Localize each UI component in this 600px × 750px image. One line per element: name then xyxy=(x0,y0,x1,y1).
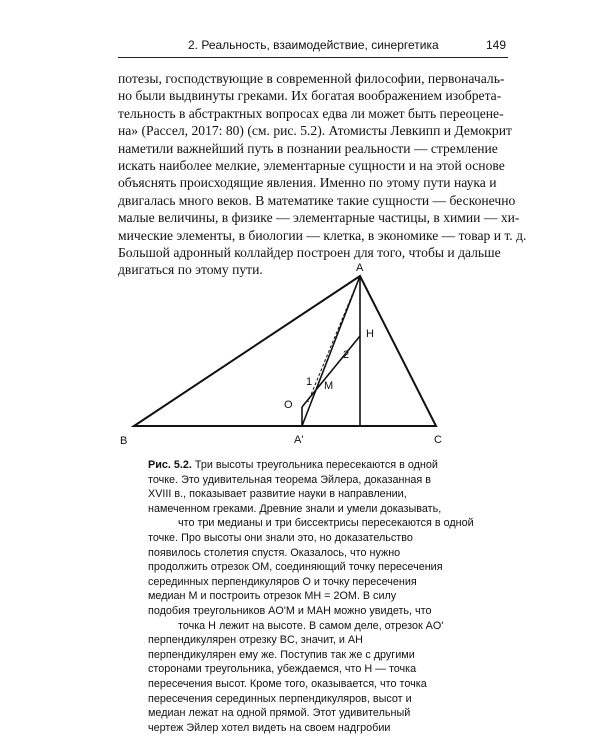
vertex-label-c: C xyxy=(434,434,442,446)
text-line: тельность в абстрактных вопросах едва ли может быть переоцене- xyxy=(118,105,504,121)
text-line: двигалась много веков. В математике такие сущности — бесконечно xyxy=(118,192,516,208)
caption-line: точке. Про высоты они знали это, но доказательство xyxy=(148,531,413,544)
caption-line: пересечения высот. Кроме того, оказывается, что точка xyxy=(148,677,427,690)
caption-line: медиан лежат на одной прямой. Этот удивительный xyxy=(148,707,411,720)
text-line: потезы, господствующие в современной философии, первоначаль- xyxy=(118,71,505,86)
dashed-line xyxy=(308,276,360,402)
median-a-aprime xyxy=(302,276,360,426)
caption-first-line-text: Три высоты треугольника пересекаются в одной xyxy=(191,459,438,471)
text-line: наметили важнейший путь в познании реальности — стремление xyxy=(118,140,498,156)
caption-line: точка H лежит на высоте. В самом деле, отрезок AO' xyxy=(178,619,444,632)
caption-line: сторонами треугольника, убеждаемся, что H — точка xyxy=(148,663,417,676)
point-label-aprime: A' xyxy=(294,434,304,446)
text-line: Большой адронный коллайдер построен для того, чтобы и дальше xyxy=(118,245,501,261)
vertex-label-b: B xyxy=(120,435,128,447)
caption-line: перпендикулярен отрезку BC, значит, и AH xyxy=(148,634,363,647)
page-number: 149 xyxy=(485,38,506,52)
point-label-o: O xyxy=(284,399,293,411)
caption-line: подобия треугольников AO'M и MAH можно увидеть, что xyxy=(148,604,432,617)
vertex-label-a: A xyxy=(356,262,364,274)
point-label-m: M xyxy=(324,380,334,392)
caption-line: точке. Это удивительная теорема Эйлера, доказанная в xyxy=(148,473,431,486)
text-line: искать наиболее мелкие, элементарные сущности и на этой основе xyxy=(118,158,505,174)
caption-line: серединных перпендикуляров O и точку пересечения xyxy=(148,575,417,588)
caption-line: XVIII в., показывает развитие науки в направлении, xyxy=(148,488,407,501)
chapter-title: 2. Реальность, взаимодействие, синергетика xyxy=(188,38,439,52)
caption-line: что три медианы и три биссектрисы пересекаются в одной xyxy=(178,517,474,530)
text-line: объяснять происходящие явления. Именно по этому пути наука и xyxy=(118,175,497,191)
text-line: но были выдвинуты греками. Их богатая воображением изобрета- xyxy=(118,88,502,104)
text-line: двигаться по этому пути. xyxy=(118,262,263,278)
caption-line: появилось столетия спустя. Оказалось, что нужно xyxy=(148,546,401,559)
segment-label-2: 2 xyxy=(343,349,350,361)
caption-line: пересечения серединных перпендикуляров, высот и xyxy=(148,692,412,705)
text-line: малые величины, в физике — элементарные частицы, в химии — хи- xyxy=(118,210,520,226)
caption-line: перпендикулярен ему же. Поступив так же с другими xyxy=(148,648,415,661)
figure-caption xyxy=(148,458,474,735)
caption-line: продолжить отрезок OM, соединяющий точку пересечения xyxy=(148,561,443,574)
segment-label-1: 1 xyxy=(306,376,313,388)
running-header xyxy=(118,36,508,58)
caption-line: чертеж Эйлер хотел видеть на своем надгробии xyxy=(148,721,391,734)
caption-first-line xyxy=(148,458,468,473)
caption-line: намеченном греками. Древние знали и умели доказывать, xyxy=(148,502,442,515)
text-line: на» (Рассел, 2017: 80) (см. рис. 5.2). Атомисты Левкипп и Демокрит xyxy=(118,123,512,139)
body-paragraph xyxy=(118,70,527,279)
caption-line: медиан M и построить отрезок MH = 2OM. В силу xyxy=(148,590,397,603)
point-label-h: H xyxy=(366,328,374,340)
triangle-diagram xyxy=(118,262,508,450)
text-line: мические элементы, в биологии — клетка, в экономике — товар и т. д. xyxy=(118,227,527,243)
caption-title: Рис. 5.2. xyxy=(148,459,192,471)
euler-triangle-figure xyxy=(118,262,508,450)
